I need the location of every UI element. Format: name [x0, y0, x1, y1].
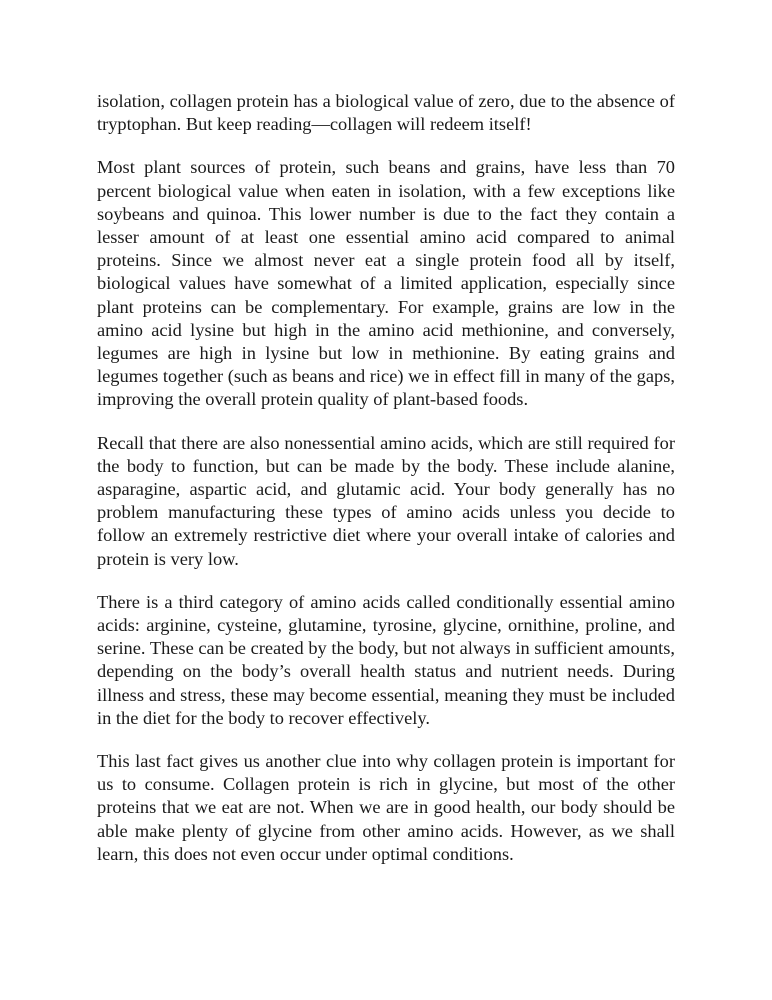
paragraph-3: Recall that there are also nonessential amino acids, which are still required for the body to function, but can be made by the body. These include alanine, asparagine, aspartic acid, and glutamic acid. Your body generally has no problem manufacturing these types of amino acids unless you decide to follow an extremely restrictive diet where your overall intake of calories and protein is very low. — [97, 432, 675, 569]
paragraph-4: There is a third category of amino acids called conditionally essential amino acids: arginine, cysteine, glutamine, tyrosine, glycine, ornithine, proline, and serine. These can be created by the body, but not always in sufficient amounts, depending on the body’s overall health status and nutrient needs. During illness and stress, these may become essential, meaning they must be included in the diet for the body to recover effectively. — [97, 591, 675, 728]
paragraph-1: isolation, collagen protein has a biological value of zero, due to the absence of tryptophan. But keep reading—collagen will redeem itself! — [97, 91, 675, 135]
paragraph-2: Most plant sources of protein, such beans and grains, have less than 70 percent biological value when eaten in isolation, with a few exceptions like soybeans and quinoa. This lower number is due to the fact they contain a lesser amount of at least one essential amino acid compared to animal proteins. Since we almost never eat a single protein food all by itself, biological values have somewhat of a limited application, especially since plant proteins can be complementary. For example, grains are low in the amino acid lysine but high in the amino acid methionine, and conversely, legumes are high in lysine but low in methionine. By eating grains and legumes together (such as beans and rice) we in effect fill in many of the gaps, improving the overall protein quality of plant-based foods. — [97, 157, 675, 410]
body-text — [97, 90, 675, 886]
paragraph-5: This last fact gives us another clue into why collagen protein is important for us to consume. Collagen protein is rich in glycine, but most of the other proteins that we eat are not. When we are in good health, our body should be able make plenty of glycine from other amino acids. However, as we shall learn, this does not even occur under optimal conditions. — [97, 751, 675, 864]
